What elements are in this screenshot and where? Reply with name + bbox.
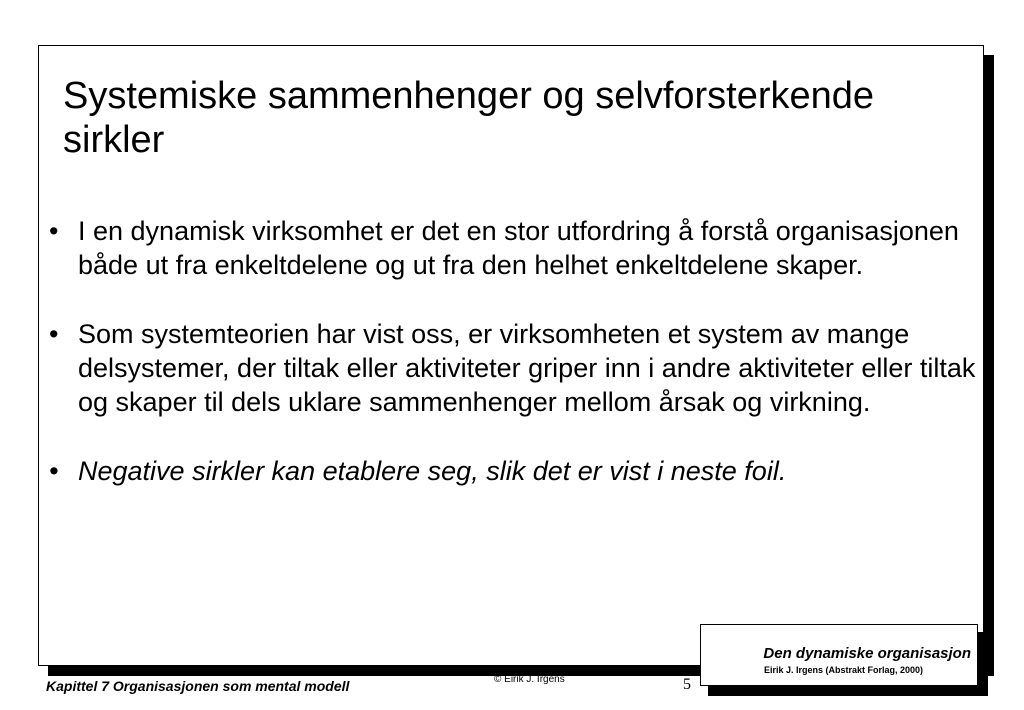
bullet-item — [39, 454, 979, 488]
slide-title: Systemiske sammenhenger og selvforsterkende sirkler — [63, 75, 875, 161]
bullet-text: I en dynamisk virksomhet er det en stor utfordring å forstå organisasjonen både ut fra enkeltdelene og ut fra den helhet enkeltdelene skaper. — [78, 216, 959, 280]
chapter-label: Kapittel 7 Organisasjonen som mental modell — [46, 678, 350, 694]
bullet-text: Negative sirkler kan etablere seg, slik det er vist i neste foil. — [78, 456, 787, 486]
bullet-item — [39, 214, 979, 282]
bullet-item — [39, 317, 979, 419]
bullet-text: Som systemteorien har vist oss, er virksomheten et system av mange delsystemer, der tiltak eller aktiviteter griper inn i andre aktiviteter eller tiltak og skaper til dels uklare sammenhenger mellom årsak og virkning. — [78, 319, 976, 417]
bullet-marker: • — [49, 319, 59, 349]
bullet-marker: • — [49, 216, 59, 246]
book-title: Den dynamiske organisasjon — [763, 645, 971, 662]
bullet-marker: • — [49, 456, 59, 486]
book-author: Eirik J. Irgens (Abstrakt Forlag, 2000) — [763, 665, 923, 675]
book-info-box — [700, 624, 978, 686]
bullet-list — [39, 214, 979, 523]
page-number: 5 — [683, 676, 691, 693]
slide-frame — [38, 45, 984, 666]
copyright-label: © Eirik J. Irgens — [494, 674, 565, 685]
